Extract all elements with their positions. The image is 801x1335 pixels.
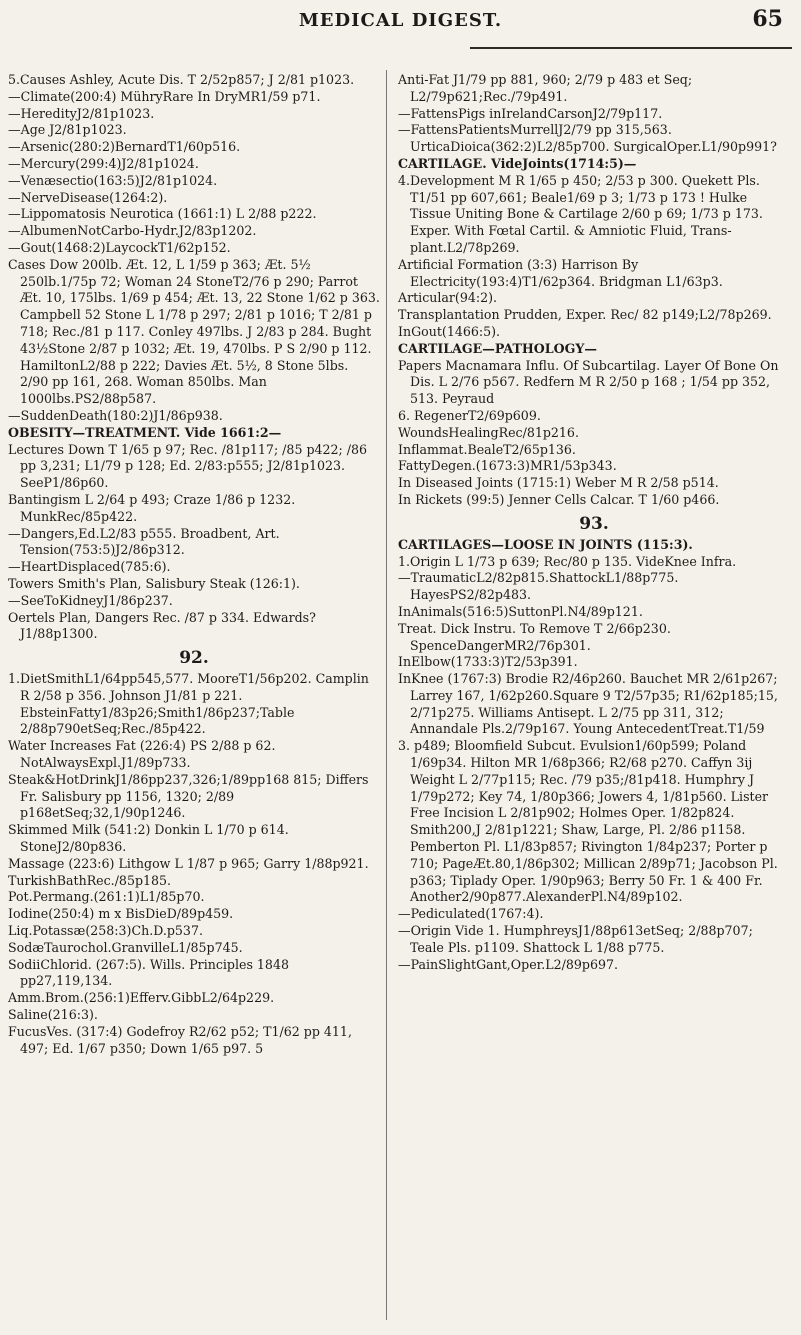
digest-entry: Saline(216:3). xyxy=(8,1007,98,1023)
digest-entry: 92. xyxy=(179,648,209,669)
digest-entry: —NerveDisease(1264:2). xyxy=(8,189,168,205)
digest-entry: Pot.Permang.(261:1)L1/85p70. xyxy=(8,889,205,905)
digest-entry: SodiiChlorid. (267:5). Wills. Principles 1848 pp27,119,134. xyxy=(8,956,289,989)
digest-entry: —SeeToKidneyJ1/86p237. xyxy=(8,592,173,608)
digest-entry: Inflammat.BealeT2/65p136. xyxy=(398,441,576,457)
digest-entry: Lectures Down T 1/65 p 97; Rec. /81p117; /85 p422; /86 pp 3,231; L1/79 p 128; Ed. 2/83:p555; J2/81p1023. SeeP1/86p60. xyxy=(8,441,368,491)
digest-entry: In Rickets (99:5) Jenner Cells Calcar. T 1/60 p466. xyxy=(398,491,720,507)
page-header xyxy=(0,0,801,58)
digest-entry: Massage (223:6) Lithgow L 1/87 p 965; Garry 1/88p921. xyxy=(8,855,369,871)
digest-entry: —Pediculated(1767:4). xyxy=(398,906,544,922)
digest-entry: InElbow(1733:3)T2/53p391. xyxy=(398,654,578,670)
digest-entry: Skimmed Milk (541:2) Donkin L 1/70 p 614. StoneJ2/80p836. xyxy=(8,822,289,855)
digest-entry: —Origin Vide 1. HumphreysJ1/88p613etSeq; 2/88p707; Teale Pls. p1109. Shattock L 1/88 p775. xyxy=(398,923,753,955)
digest-entry: Artificial Formation (3:3) Harrison By Electricity(193:4)T1/62p364. Bridgman L1/63p3. xyxy=(398,256,723,289)
digest-entry: Iodine(250:4) m x BisDieD/89p459. xyxy=(8,906,234,922)
digest-entry: SodæTaurochol.GranvilleL1/85p745. xyxy=(8,939,243,955)
digest-entry: —Lippomatosis Neurotica (1661:1) L 2/88 p222. xyxy=(8,206,317,222)
digest-entry: FattyDegen.(1673:3)MR1/53p343. xyxy=(398,458,617,474)
header-rule xyxy=(470,47,792,49)
digest-entry: Amm.Brom.(256:1)Efferv.GibbL2/64p229. xyxy=(8,990,275,1006)
column-divider xyxy=(386,70,387,1320)
digest-entry: —Climate(200:4) MühryRare In DryMR1/59 p71. xyxy=(8,88,321,104)
digest-entry: —Arsenic(280:2)BernardT1/60p516. xyxy=(8,139,241,155)
digest-entry: —PainSlightGant,Oper.L2/89p697. xyxy=(398,956,619,972)
digest-entry: In Diseased Joints (1715:1) Weber M R 2/58 p514. xyxy=(398,475,719,491)
digest-entry: InGout(1466:5). xyxy=(398,323,501,339)
digest-entry: Anti-Fat J1/79 pp 881, 960; 2/79 p 483 et Seq; L2/79p621;Rec./79p491. xyxy=(398,72,693,104)
digest-entry: Oertels Plan, Dangers Rec. /87 p 334. Edwards?J1/88p1300. xyxy=(8,609,316,642)
digest-entry: 6. RegenerT2/69p609. xyxy=(398,407,541,423)
right-column xyxy=(398,72,790,973)
digest-entry: —FattensPatientsMurrellJ2/79 pp 315,563. UrticaDioica(362:2)L2/85p700. SurgicalOper.L1/90p991? xyxy=(398,122,777,155)
digest-entry: 93. xyxy=(579,513,609,534)
digest-entry: FucusVes. (317:4) Godefroy R2/62 p52; T1/62 pp 411, 497; Ed. 1/67 p350; Down 1/65 p97. 5 xyxy=(8,1023,352,1056)
digest-entry: —Venæsectio(163:5)J2/81p1024. xyxy=(8,172,218,188)
digest-entry: Articular(94:2). xyxy=(398,290,498,306)
page-number: 65 xyxy=(752,6,783,32)
digest-entry: —AlbumenNotCarbo-Hydr.J2/83p1202. xyxy=(8,223,257,239)
digest-entry: TurkishBathRec./85p185. xyxy=(8,872,172,888)
digest-entry: Water Increases Fat (226:4) PS 2/88 p 62. NotAlwaysExpl.J1/89p733. xyxy=(8,738,276,771)
digest-entry: Transplantation Prudden, Exper. Rec/ 82 p149;L2/78p269. xyxy=(398,307,772,323)
digest-entry: —TraumaticL2/82p815.ShattockL1/88p775. HayesPS2/82p483. xyxy=(398,570,679,603)
digest-entry: CARTILAGE—PATHOLOGY— xyxy=(398,340,597,356)
digest-entry: 3. p489; Bloomfield Subcut. Evulsion1/60p599; Poland 1/69p34. Hilton MR 1/68p366; R2/68 p270. Caffyn 3ij Weight L 2/77p115; Rec. /79 p35;/81p418. Humphry J 1/79p272; Key 74, 1/80p366; Jowers 4, 1/81p560. Lister Free Incision L 2/81p902; Holmes Oper. 1/82p824. Smith200,J 2/81p1221; Shaw, Large, Pl. 2/86 p1158. Pemberton Pl. L1/83p857; Rivington 1/84p237; Porter p 710; PageÆt.80,1/86p302; Millican 2/89p71; Jacobson Pl. p363; Tiplady Oper. 1/90p963; Berry 50 Fr. 1 & 400 Fr. Another2/90p877.AlexanderPl.N4/89p102. xyxy=(398,738,778,905)
digest-entry: Papers Macnamara Influ. Of Subcartilag. Layer Of Bone On Dis. L 2/76 p567. Redfern M R 2/50 p 168 ; 1/54 pp 352, 513. Peyraud xyxy=(398,357,779,407)
digest-entry: 5.Causes Ashley, Acute Dis. T 2/52p857; J 2/81 p1023. xyxy=(8,72,355,87)
digest-entry: InAnimals(516:5)SuttonPl.N4/89p121. xyxy=(398,603,643,619)
digest-entry: 1.DietSmithL1/64pp545,577. MooreT1/56p202. Camplin R 2/58 p 356. Johnson J1/81 p 221. EbsteinFatty1/83p26;Smith1/86p237;Table 2/88p790etSeq;Rec./85p422. xyxy=(8,671,369,737)
digest-entry: Liq.Potassæ(258:3)Ch.D.p537. xyxy=(8,923,203,939)
digest-entry: —Gout(1468:2)LaycockT1/62p152. xyxy=(8,239,231,255)
digest-entry: —HeredityJ2/81p1023. xyxy=(8,105,155,121)
digest-entry: Steak&HotDrinkJ1/86pp237,326;1/89pp168 815; Differs Fr. Salisbury pp 1156, 1320; 2/89 p168etSeq;32,1/90p1246. xyxy=(8,771,369,821)
digest-entry: InKnee (1767:3) Brodie R2/46p260. Bauchet MR 2/61p267; Larrey 167, 1/62p260.Square 9 T2/57p35; R1/62p185;15, 2/71p275. Williams Antisept. L 2/75 pp 311, 312; Annandale Pls.2/79p167. Young AntecedentTreat.T1/59 xyxy=(398,671,778,737)
digest-entry: —SuddenDeath(180:2)J1/86p938. xyxy=(8,407,223,423)
digest-entry: —Age J2/81p1023. xyxy=(8,122,127,138)
digest-entry: OBESITY—TREATMENT. Vide 1661:2— xyxy=(8,424,282,440)
digest-entry: —HeartDisplaced(785:6). xyxy=(8,559,171,575)
digest-entry: —Mercury(299:4)J2/81p1024. xyxy=(8,155,199,171)
digest-entry: —FattensPigs inIrelandCarsonJ2/79p117. xyxy=(398,105,663,121)
digest-entry: Towers Smith's Plan, Salisbury Steak (126:1). xyxy=(8,575,300,591)
digest-entry: WoundsHealingRec/81p216. xyxy=(398,424,579,440)
digest-entry: Bantingism L 2/64 p 493; Craze 1/86 p 1232. MunkRec/85p422. xyxy=(8,491,296,524)
digest-entry: Cases Dow 200lb. Æt. 12, L 1/59 p 363; Æt. 5½ 250lb.1/75p 72; Woman 24 StoneT2/76 p 290; Parrot Æt. 10, 175lbs. 1/69 p 454; Æt. 13, 22 Stone 1/62 p 363. Campbell 52 Stone L 1/78 p 297; 2/81 p 1016; T 2/81 p 718; Rec./81 p 117. Conley 497lbs. J 2/83 p 284. Bught 43½Stone 2/87 p 1032; Æt. 19, 470lbs. P S 2/90 p 112. HamiltonL2/88 p 222; Davies Æt. 5½, 8 Stone 5lbs. 2/90 pp 161, 268. Woman 850lbs. Man 1000lbs.PS2/88p587. xyxy=(8,256,380,407)
digest-entry: CARTILAGE. VideJoints(1714:5)— xyxy=(398,155,637,171)
digest-entry: 1.Origin L 1/73 p 639; Rec/80 p 135. VideKnee Infra. xyxy=(398,553,737,569)
digest-entry: Treat. Dick Instru. To Remove T 2/66p230. SpenceDangerMR2/76p301. xyxy=(398,620,671,653)
running-head: MEDICAL DIGEST. xyxy=(298,10,503,31)
digest-entry: CARTILAGES—LOOSE IN JOINTS (115:3). xyxy=(398,536,693,552)
left-column xyxy=(8,72,380,1057)
digest-entry: 4.Development M R 1/65 p 450; 2/53 p 300. Quekett Pls. T1/51 pp 607,661; Beale1/69 p 3; 1/73 p 173 ! Hulke Tissue Uniting Bone & Cartilage 2/60 p 69; 1/73 p 173. Exper. With Fœtal Cartil. & Amniotic Fluid, Trans-plant.L2/78p269. xyxy=(398,172,763,255)
digest-entry: —Dangers,Ed.L2/83 p555. Broadbent, Art. Tension(753:5)J2/86p312. xyxy=(8,525,280,558)
